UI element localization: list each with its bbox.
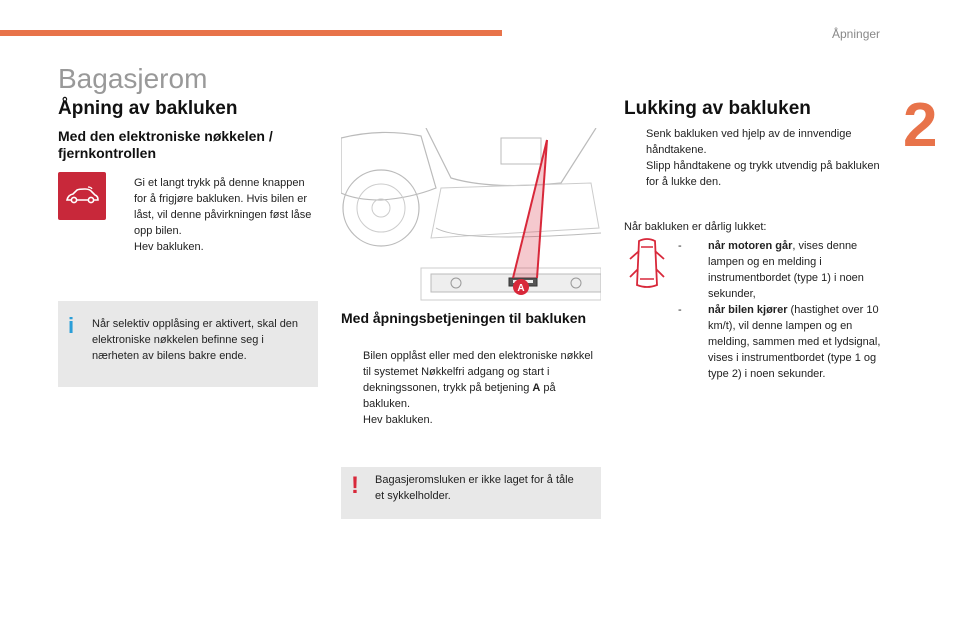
list-item: - når bilen kjører (hastighet over 10 km/t), vil denne lampen og en melding, sammen med et lydsignal, vises i instrumentbordet (type 1 og type 2) i noen sekunder. xyxy=(678,304,881,380)
page-title: Bagasjerom xyxy=(58,63,208,94)
opening-title: Åpning av bakluken xyxy=(58,98,238,119)
chapter-number: 2 xyxy=(903,91,938,160)
header-accent-bar xyxy=(0,30,502,36)
badly-closed-intro: Når bakluken er dårlig lukket: xyxy=(624,221,767,233)
info-icon: i xyxy=(68,313,75,338)
control-section-title: Med åpningsbetjeningen til bakluken xyxy=(341,310,587,326)
list-item: Hev bakluken. xyxy=(112,239,318,255)
section-name: Åpninger xyxy=(832,27,881,41)
control-section-bullets xyxy=(341,348,601,428)
key-section-title: Med den elektroniske nøkkelen / fjernkontrollen xyxy=(58,128,273,161)
bullet-icon xyxy=(624,126,646,158)
closing-title: Lukking av bakluken xyxy=(624,98,811,119)
car-key-icon xyxy=(58,172,106,220)
badly-closed-list xyxy=(678,238,888,382)
list-item: - når motoren går, vises denne lampen og en melding i instrumentbordet (type 1) i noen sekunder, xyxy=(678,240,864,300)
list-item: Senk bakluken ved hjelp av de innvendige håndtakene. xyxy=(624,126,886,158)
bullet-icon xyxy=(112,239,134,255)
bullet-icon xyxy=(341,412,363,428)
bullet-icon xyxy=(624,158,646,190)
key-section-bullets xyxy=(112,175,318,255)
info-note-text: Når selektiv opplåsing er aktivert, skal den elektroniske nøkkelen befinne seg i nærheten av bilens bakre ende. xyxy=(92,318,299,362)
warning-icon: ! xyxy=(351,472,359,499)
list-item: Gi et langt trykk på denne knappen for å frigjøre bakluken. Hvis bilen er låst, vil denne påvirkningen føst låse opp bilen. xyxy=(112,175,318,239)
open-door-warning-icon xyxy=(622,235,672,293)
callout-label-a: A xyxy=(517,283,525,294)
list-item: Bilen opplåst eller med den elektroniske nøkkel til systemet Nøkkelfri adgang og start i dekningssonen, trykk på betjening A på bakluken. xyxy=(341,348,601,412)
list-item: Hev bakluken. xyxy=(341,412,601,428)
tailgate-illustration xyxy=(341,128,601,303)
warning-note-text: Bagasjeromsluken er ikke laget for å tåle et sykkelholder. xyxy=(375,474,574,502)
bullet-icon xyxy=(341,348,363,412)
closing-bullets xyxy=(624,126,886,190)
list-item: Slipp håndtakene og trykk utvendig på bakluken for å lukke den. xyxy=(624,158,886,190)
bullet-icon xyxy=(112,175,134,239)
